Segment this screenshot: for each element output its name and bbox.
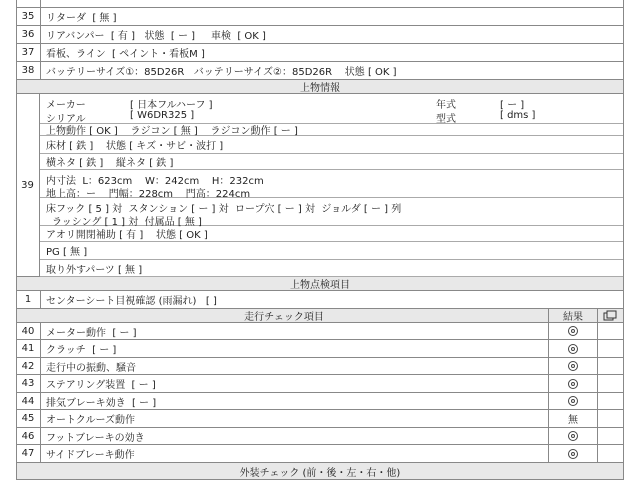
double-circle-icon xyxy=(568,396,578,406)
result-cell xyxy=(548,358,598,374)
row-35: 35 リターダ [ 無 ] xyxy=(16,8,624,26)
double-circle-icon xyxy=(568,361,578,371)
row-38: 38 バッテリーサイズ①：85D26R バッテリーサイズ②：85D26R 状態 [ OK ] xyxy=(16,62,624,80)
section-exterior-header: 外装チェック (前・後・左・右・他) xyxy=(16,463,624,480)
upper-beam: 横ネタ [ 鉄 ] 縦ネタ [ 鉄 ] xyxy=(40,154,624,170)
double-circle-icon xyxy=(568,379,578,389)
row-39-number: 39 xyxy=(16,94,40,277)
upper-hooks: 床フック [ 5 ] 対 スタンション [ ー ] 対 ロープ穴 [ ー ] 対 ジョルダ [ ー ] 列 ラッシング [ 1 ] 対 付属品 [ 無 ] xyxy=(40,198,624,226)
section-upper-header: 上物情報 xyxy=(16,80,624,94)
upper-operation: 上物動作 [ OK ] ラジコン [ 無 ] ラジコン動作 [ ー ] xyxy=(40,124,624,136)
inspect-row-1: 1 センターシート目視確認 (雨漏れ) [ ] xyxy=(16,291,624,309)
section-inspect-header: 上物点検項目 xyxy=(16,277,624,291)
partial-top-row xyxy=(16,0,624,8)
result-cell xyxy=(548,340,598,357)
run-row-41: 41 クラッチ [ ー ] xyxy=(16,340,624,358)
run-row-43: 43 ステアリング装置 [ ー ] xyxy=(16,375,624,393)
upper-dimensions: 内寸法 L：623cm W：242cm H：232cm 地上高：ー 門幅：228cm 門高：224cm xyxy=(40,170,624,198)
run-row-40: 40 メーター動作 [ ー ] xyxy=(16,323,624,340)
run-row-45: 45 オートクルーズ動作 無 xyxy=(16,410,624,428)
result-cell xyxy=(548,393,598,409)
run-row-42: 42 走行中の振動、騒音 xyxy=(16,358,624,375)
result-cell xyxy=(548,445,598,462)
upper-floor: 床材 [ 鉄 ] 状態 [ キズ・サビ・波打 ] xyxy=(40,136,624,154)
double-circle-icon xyxy=(568,431,578,441)
result-cell xyxy=(548,428,598,444)
upper-parts: 取り外すパーツ [ 無 ] xyxy=(40,260,624,277)
upper-maker-block: メーカー [ 日本フルハーフ ] 年式 [ ー ] シリアル [ W6DR325 ] 型式 [ dms ] xyxy=(40,94,624,124)
double-circle-icon xyxy=(568,449,578,459)
upper-pg: PG [ 無 ] xyxy=(40,242,624,260)
run-row-47: 47 サイドブレーキ動作 xyxy=(16,445,624,463)
result-cell xyxy=(548,323,598,339)
result-header: 結果 xyxy=(548,309,598,322)
upper-aori: アオリ開閉補助 [ 有 ] 状態 [ OK ] xyxy=(40,226,624,242)
result-cell xyxy=(548,375,598,392)
row-37: 37 看板、ライン [ ペイント・看板M ] xyxy=(16,44,624,62)
run-row-44: 44 排気ブレーキ効き [ ー ] xyxy=(16,393,624,410)
section-run-header: 走行チェック項目 結果 xyxy=(16,309,624,323)
run-row-46: 46 フットブレーキの効き xyxy=(16,428,624,445)
double-circle-icon xyxy=(568,326,578,336)
copy-icon[interactable] xyxy=(596,309,624,322)
row-36: 36 リアバンパー [ 有 ] 状態 [ ー ] 車検 [ OK ] xyxy=(16,26,624,44)
double-circle-icon xyxy=(568,344,578,354)
result-cell: 無 xyxy=(548,410,598,427)
